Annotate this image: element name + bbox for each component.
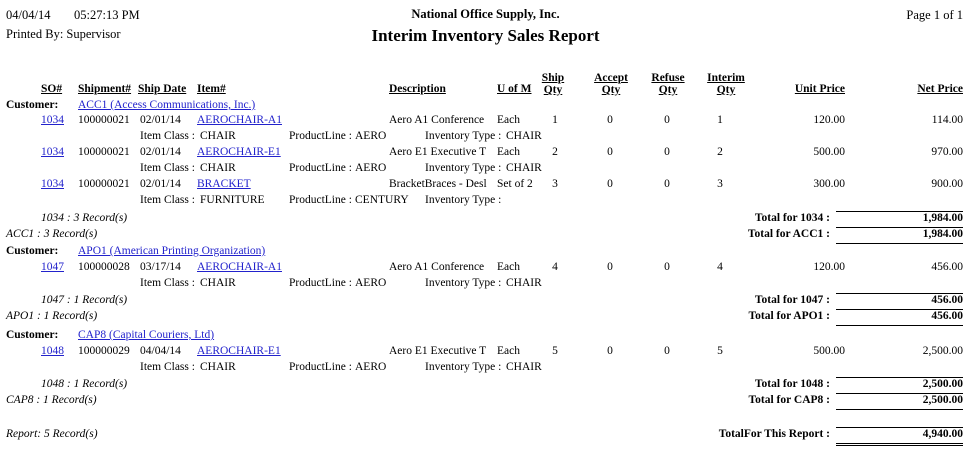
inventory-type-label: Inventory Type :	[425, 194, 502, 206]
shipment-number: 100000028	[78, 261, 130, 273]
net-price: 456.00	[931, 261, 963, 273]
table-row-detail	[0, 194, 971, 209]
inventory-type-value: CHAIR	[506, 130, 542, 142]
unit-of-measure: Each	[497, 345, 520, 357]
so-number[interactable]: 1048	[41, 345, 64, 357]
description: Aero A1 Conference	[389, 114, 485, 126]
customer-total-value: 456.00	[931, 310, 963, 322]
inventory-type-label: Inventory Type :	[425, 361, 502, 373]
inventory-type-label: Inventory Type :	[425, 162, 502, 174]
accept-qty: 0	[607, 345, 613, 357]
report-date: 04/04/14	[6, 8, 51, 22]
table-row-detail	[0, 361, 971, 376]
customer-label: Customer:	[6, 245, 59, 257]
order-total-label: Total for 1034 :	[754, 212, 830, 224]
refuse-qty: 0	[664, 261, 670, 273]
table-row	[0, 261, 971, 276]
ship-date: 02/01/14	[140, 114, 181, 126]
report-total-double-rule	[836, 443, 963, 446]
table-row	[0, 345, 971, 360]
net-price: 970.00	[931, 146, 963, 158]
table-row-detail	[0, 162, 971, 177]
order-total-value: 456.00	[931, 294, 963, 306]
ship-qty: 5	[552, 345, 558, 357]
product-line-label: ProductLine :	[289, 162, 352, 174]
refuse-qty: 0	[664, 178, 670, 190]
subtotal-rule	[836, 377, 963, 378]
item-class-value: CHAIR	[200, 162, 236, 174]
order-total-label: Total for 1048 :	[754, 378, 830, 390]
ship-qty: 1	[552, 114, 558, 126]
shipment-number: 100000021	[78, 114, 130, 126]
inventory-type-value: CHAIR	[506, 277, 542, 289]
net-price: 900.00	[931, 178, 963, 190]
interim-qty: 3	[717, 178, 723, 190]
order-record-count: 1034 : 3 Record(s)	[41, 212, 128, 224]
customer-total-label: Total for APO1 :	[748, 310, 830, 322]
product-line-value: CENTURY	[355, 194, 409, 206]
customer-group-header	[0, 245, 971, 260]
col-header-accept-qty-line1: Accept	[594, 72, 628, 84]
unit-of-measure: Set of 2	[497, 178, 533, 190]
ship-qty: 2	[552, 146, 558, 158]
interim-qty: 1	[717, 114, 723, 126]
col-header-accept-qty-line2: Qty	[601, 84, 621, 96]
unit-of-measure: Each	[497, 146, 520, 158]
order-subtotal-row	[0, 294, 971, 309]
unit-of-measure: Each	[497, 261, 520, 273]
order-record-count: 1048 : 1 Record(s)	[41, 378, 128, 390]
accept-qty: 0	[607, 146, 613, 158]
item-class-value: CHAIR	[200, 130, 236, 142]
ship-date: 03/17/14	[140, 261, 181, 273]
item-class-label: Item Class :	[140, 162, 195, 174]
table-row	[0, 146, 971, 161]
report-footer-row	[0, 428, 971, 443]
shipment-number: 100000029	[78, 345, 130, 357]
accept-qty: 0	[607, 261, 613, 273]
customer-subtotal-row	[0, 228, 971, 243]
item-class-label: Item Class :	[140, 130, 195, 142]
customer-record-count: ACC1 : 3 Record(s)	[6, 228, 98, 240]
inventory-type-value: CHAIR	[506, 361, 542, 373]
customer-label: Customer:	[6, 329, 59, 341]
refuse-qty: 0	[664, 146, 670, 158]
so-number[interactable]: 1034	[41, 114, 64, 126]
item-class-value: CHAIR	[200, 277, 236, 289]
subtotal-rule	[836, 211, 963, 212]
report-total-label: TotalFor This Report :	[718, 428, 830, 440]
customer-total-value: 2,500.00	[922, 394, 963, 406]
col-header-unit-price: Unit Price	[794, 83, 845, 95]
product-line-value: AERO	[355, 361, 387, 373]
description: Aero E1 Executive T	[389, 146, 487, 158]
product-line-label: ProductLine :	[289, 361, 352, 373]
inventory-type-label: Inventory Type :	[425, 277, 502, 289]
so-number[interactable]: 1034	[41, 178, 64, 190]
col-header-item: Item#	[197, 83, 226, 95]
ship-date: 02/01/14	[140, 178, 181, 190]
inventory-type-label: Inventory Type :	[425, 130, 502, 142]
so-number[interactable]: 1047	[41, 261, 64, 273]
item-number[interactable]: AEROCHAIR-E1	[197, 146, 281, 158]
col-header-refuse-qty-line2: Qty	[658, 84, 678, 96]
ship-qty: 3	[552, 178, 558, 190]
net-price: 2,500.00	[922, 345, 963, 357]
order-subtotal-row	[0, 212, 971, 227]
description: BracketBraces - Desl	[389, 178, 487, 190]
customer-record-count: APO1 : 1 Record(s)	[6, 310, 98, 322]
refuse-qty: 0	[664, 114, 670, 126]
customer-total-label: Total for ACC1 :	[747, 228, 830, 240]
interim-qty: 4	[717, 261, 723, 273]
customer-name[interactable]: APO1 (American Printing Organization)	[78, 245, 266, 257]
unit-of-measure: Each	[497, 114, 520, 126]
interim-qty: 5	[717, 345, 723, 357]
shipment-number: 100000021	[78, 178, 130, 190]
customer-group-header	[0, 99, 971, 114]
net-price: 114.00	[931, 114, 963, 126]
col-header-interim-qty-line1: Interim	[707, 72, 745, 84]
col-header-shipdate: Ship Date	[138, 83, 187, 95]
page-title: Interim Inventory Sales Report	[371, 26, 600, 45]
ship-qty: 4	[552, 261, 558, 273]
col-header-uofm: U of M	[497, 83, 532, 95]
unit-price: 500.00	[813, 345, 845, 357]
subtotal-rule	[836, 409, 963, 410]
shipment-number: 100000021	[78, 146, 130, 158]
customer-name[interactable]: CAP8 (Capital Couriers, Ltd)	[78, 329, 215, 341]
ship-date: 02/01/14	[140, 146, 181, 158]
table-row	[0, 114, 971, 129]
product-line-label: ProductLine :	[289, 194, 352, 206]
customer-record-count: CAP8 : 1 Record(s)	[6, 394, 97, 406]
unit-price: 120.00	[813, 114, 845, 126]
product-line-label: ProductLine :	[289, 277, 352, 289]
page-indicator: Page 1 of 1	[906, 8, 963, 22]
item-number[interactable]: AEROCHAIR-E1	[197, 345, 281, 357]
col-header-description: Description	[389, 83, 446, 95]
item-class-label: Item Class :	[140, 277, 195, 289]
col-header-interim-qty-line2: Qty	[716, 84, 736, 96]
customer-total-label: Total for CAP8 :	[748, 394, 830, 406]
so-number[interactable]: 1034	[41, 146, 64, 158]
inventory-type-value: CHAIR	[506, 162, 542, 174]
col-header-refuse-qty-line1: Refuse	[651, 72, 685, 84]
table-row-detail	[0, 130, 971, 145]
refuse-qty: 0	[664, 345, 670, 357]
report-time: 05:27:13 PM	[74, 8, 140, 22]
customer-label: Customer:	[6, 99, 59, 111]
printed-by: Printed By: Supervisor	[6, 27, 121, 41]
product-line-value: AERO	[355, 277, 387, 289]
customer-name[interactable]: ACC1 (Access Communications, Inc.)	[78, 99, 256, 111]
col-header-ship-qty-line2: Qty	[543, 84, 563, 96]
item-number[interactable]: BRACKET	[197, 178, 251, 190]
item-class-label: Item Class :	[140, 361, 195, 373]
order-record-count: 1047 : 1 Record(s)	[41, 294, 128, 306]
item-class-value: CHAIR	[200, 361, 236, 373]
order-total-label: Total for 1047 :	[754, 294, 830, 306]
subtotal-rule	[836, 293, 963, 294]
unit-price: 300.00	[813, 178, 845, 190]
table-row	[0, 178, 971, 193]
report-total-rule	[836, 427, 963, 428]
report-total-value: 4,940.00	[922, 428, 963, 440]
subtotal-rule	[836, 325, 963, 326]
customer-subtotal-row	[0, 310, 971, 325]
col-header-so: SO#	[41, 83, 63, 95]
col-header-net-price: Net Price	[917, 83, 963, 95]
subtotal-rule	[836, 243, 963, 244]
accept-qty: 0	[607, 178, 613, 190]
customer-total-value: 1,984.00	[922, 228, 963, 240]
customer-group-header	[0, 329, 971, 344]
report-record-count: Report: 5 Record(s)	[6, 428, 98, 440]
order-subtotal-row	[0, 378, 971, 393]
description: Aero A1 Conference	[389, 261, 485, 273]
interim-qty: 2	[717, 146, 723, 158]
unit-price: 500.00	[813, 146, 845, 158]
item-class-label: Item Class :	[140, 194, 195, 206]
customer-subtotal-row	[0, 394, 971, 409]
order-total-value: 2,500.00	[922, 378, 963, 390]
item-number[interactable]: AEROCHAIR-A1	[197, 261, 282, 273]
ship-date: 04/04/14	[140, 345, 181, 357]
company-name: National Office Supply, Inc.	[411, 7, 560, 21]
col-header-ship-qty-line1: Ship	[541, 72, 565, 84]
table-row-detail	[0, 277, 971, 292]
accept-qty: 0	[607, 114, 613, 126]
product-line-label: ProductLine :	[289, 130, 352, 142]
item-class-value: FURNITURE	[200, 194, 265, 206]
unit-price: 120.00	[813, 261, 845, 273]
item-number[interactable]: AEROCHAIR-A1	[197, 114, 282, 126]
product-line-value: AERO	[355, 162, 387, 174]
col-header-shipment: Shipment#	[78, 83, 132, 95]
description: Aero E1 Executive T	[389, 345, 487, 357]
product-line-value: AERO	[355, 130, 387, 142]
order-total-value: 1,984.00	[922, 212, 963, 224]
